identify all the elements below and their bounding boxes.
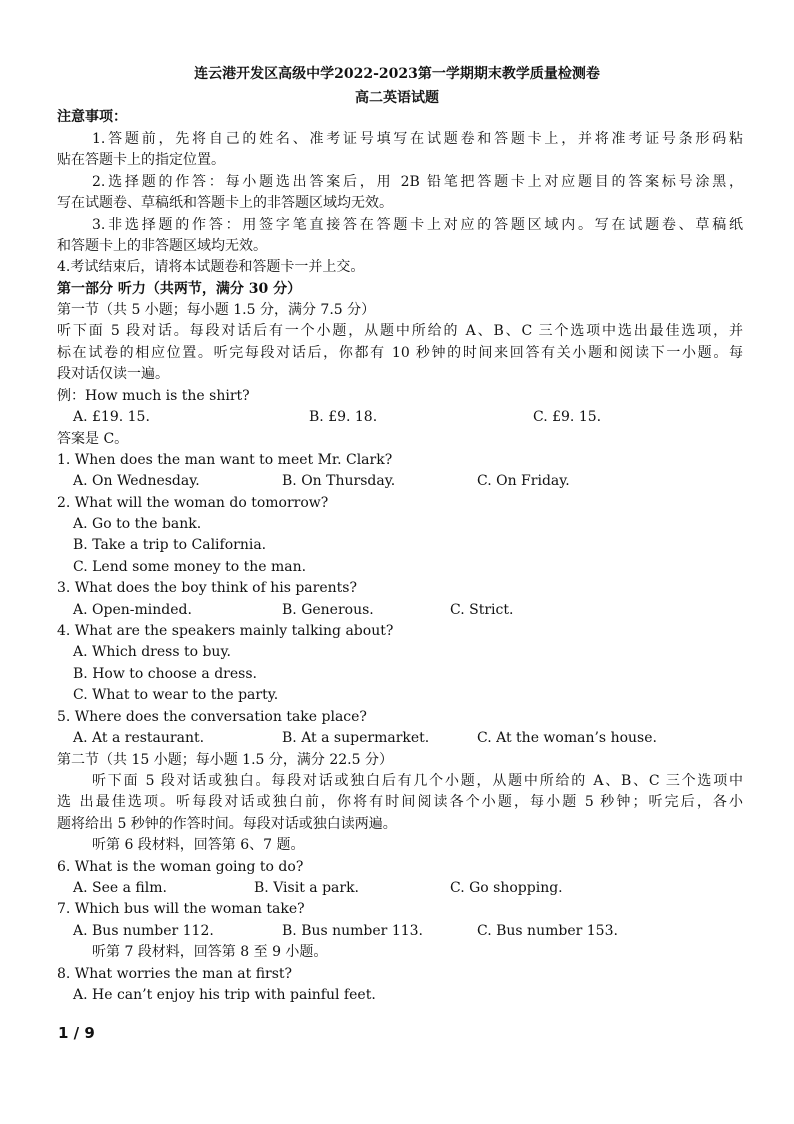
example-question: 例：How much is the shirt? [57,388,250,404]
question-2-option-b: B. Take a trip to California. [73,537,267,553]
question-1-option-b: B. On Thursday. [282,473,396,489]
question-2: 2. What will the woman do tomorrow? [57,495,329,511]
example-option-a: A. £19. 15. [73,409,150,425]
question-7-option-c: C. Bus number 153. [477,923,618,939]
example-answer: 答案是 C。 [57,431,129,447]
question-7-option-a: A. Bus number 112. [73,923,214,939]
question-4: 4. What are the speakers mainly talking about? [57,623,394,639]
material-6-note: 听第 6 段材料，回答第 6、7 题。 [92,837,305,853]
question-7-option-b: B. Bus number 113. [282,923,423,939]
section2-instructions-c: 题将给出 5 秒钟的作答时间。每段对话或独白读两遍。 [57,816,397,832]
question-6-option-b: B. Visit a park. [254,880,359,896]
material-7-note: 听第 7 段材料，回答第 8 至 9 小题。 [92,944,328,960]
section2-instructions-a: 听下面 5 段对话或独白。每段对话或独白后有几个小题，从题中所给的 A、B、C 三个选项中 [92,773,743,789]
question-3: 3. What does the boy think of his parents? [57,580,357,596]
section1-heading: 第一节（共 5 小题；每小题 1.5 分，满分 7.5 分） [57,302,376,318]
notice-line-1a: 1.答题前，先将自己的姓名、准考证号填写在试题卷和答题卡上，并将准考证号条形码粘 [92,131,743,147]
question-1-option-c: C. On Friday. [477,473,570,489]
notice-line-1b: 贴在答题卡上的指定位置。 [57,152,225,168]
question-5-option-c: C. At the woman’s house. [477,730,657,746]
question-3-option-c: C. Strict. [450,602,514,618]
notice-line-3b: 和答题卡上的非答题区域均无效。 [57,238,267,254]
page-number: 1 / 9 [58,1024,95,1042]
question-4-option-b: B. How to choose a dress. [73,666,257,682]
question-2-option-a: A. Go to the bank. [73,516,202,532]
notice-line-2b: 写在试题卷、草稿纸和答题卡上的非答题区域均无效。 [57,195,393,211]
part1-heading: 第一部分 听力（共两节，满分 30 分） [57,281,302,297]
notice-line-3a: 3.非选择题的作答：用签字笔直接答在答题卡上对应的答题区域内。写在试题卷、草稿纸 [92,217,743,233]
section1-instructions-b: 标在试卷的相应位置。听完每段对话后，你都有 10 秒钟的时间来回答有关小题和阅读下一小题。每 [57,345,743,361]
notice-line-2a: 2.选择题的作答：每小题选出答案后，用 2B 铅笔把答题卡上对应题目的答案标号涂黑， [92,174,743,190]
example-option-c: C. £9. 15. [533,409,602,425]
question-1: 1. When does the man want to meet Mr. Clark? [57,452,393,468]
question-6-option-c: C. Go shopping. [450,880,563,896]
question-5-option-b: B. At a supermarket. [282,730,430,746]
question-6-option-a: A. See a film. [73,880,167,896]
question-7: 7. Which bus will the woman take? [57,901,305,917]
notice-line-4: 4.考试结束后，请将本试题卷和答题卡一并上交。 [57,259,365,275]
section1-instructions-a: 听下面 5 段对话。每段对话后有一个小题，从题中所给的 A、B、C 三个选项中选出最佳选项，并 [57,323,743,339]
exam-subtitle: 高二英语试题 [355,90,439,106]
question-4-option-a: A. Which dress to buy. [73,644,231,660]
question-5: 5. Where does the conversation take place? [57,709,367,725]
question-4-option-c: C. What to wear to the party. [73,687,279,703]
question-3-option-b: B. Generous. [282,602,374,618]
example-option-b: B. £9. 18. [309,409,378,425]
question-1-option-a: A. On Wednesday. [73,473,200,489]
question-6: 6. What is the woman going to do? [57,859,304,875]
section2-instructions-b: 选 出最佳选项。听每段对话或独白前，你将有时间阅读各个小题，每小题 5 秒钟；听完后，各小 [57,794,743,810]
question-3-option-a: A. Open-minded. [73,602,192,618]
section2-heading: 第二节（共 15 小题；每小题 1.5 分，满分 22.5 分） [57,752,393,768]
section1-instructions-c: 段对话仅读一遍。 [57,366,169,382]
question-8-option-a: A. He can’t enjoy his trip with painful feet. [73,987,376,1003]
notice-heading: 注意事项： [57,109,127,125]
question-2-option-c: C. Lend some money to the man. [73,559,307,575]
exam-title: 连云港开发区高级中学2022-2023第一学期期末教学质量检测卷 [194,66,600,82]
question-8: 8. What worries the man at first? [57,966,293,982]
question-5-option-a: A. At a restaurant. [73,730,205,746]
